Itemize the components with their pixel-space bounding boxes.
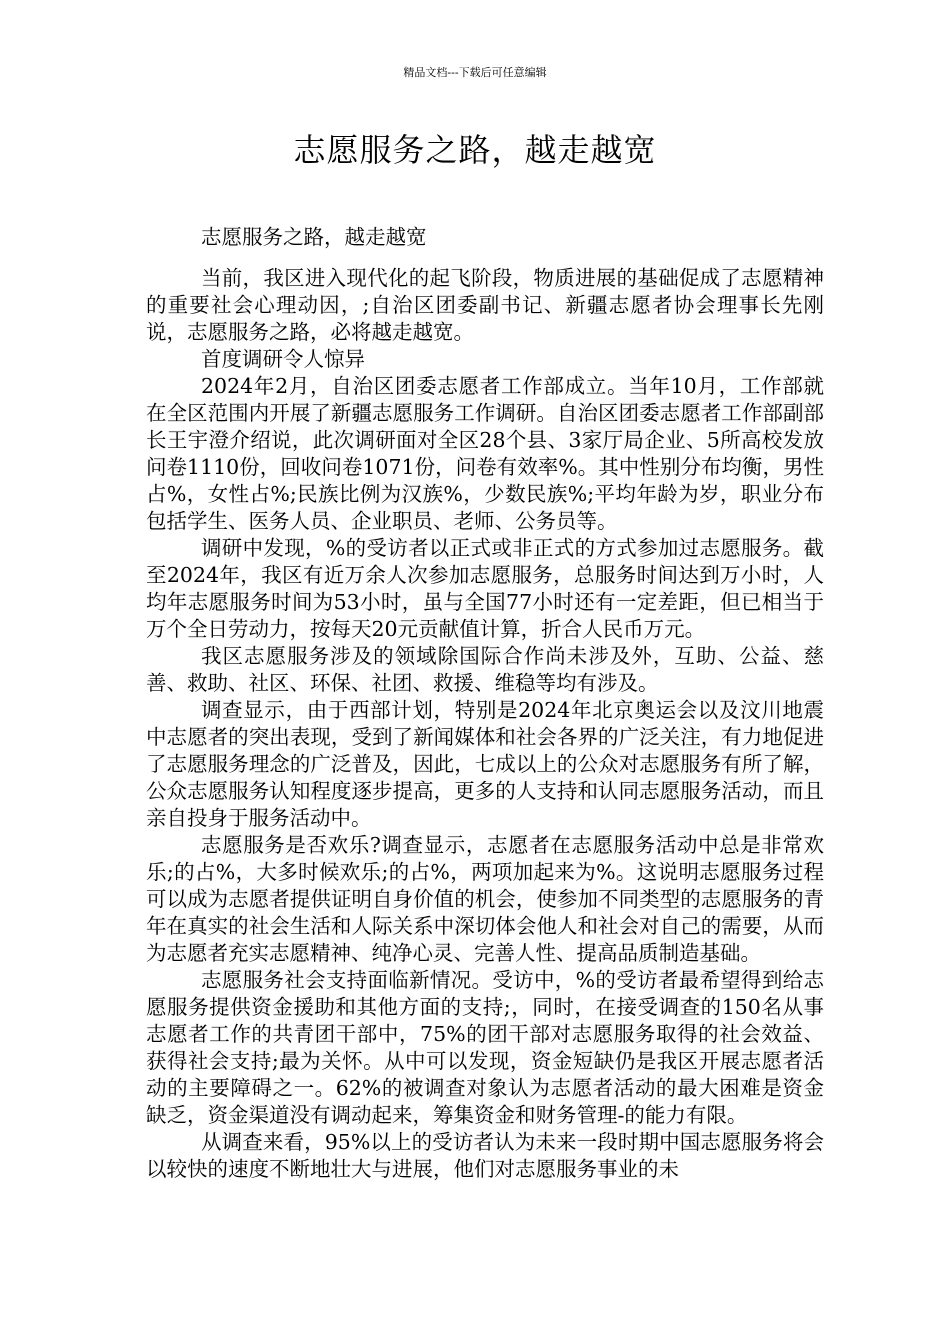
paragraph: 志愿服务社会支持面临新情况。受访中，%的受访者最希望得到给志愿服务提供资金援助和其他方面的支持;，同时，在接受调查的150名从事志愿者工作的共青团干部中，75%的团干部对志愿服务取得的社会效益、获得社会支持;最为关怀。从中可以发现，资金短缺仍是我区开展志愿者活动的主要障碍之一。62%的被调查对象认为志愿者活动的最大困难是资金缺乏，资金渠道没有调动起来，筹集资金和财务管理-的能力有限。 (146, 968, 824, 1127)
paragraph-intro: 当前，我区进入现代化的起飞阶段，物质进展的基础促成了志愿精神的重要社会心理动因，;自治区团委副书记、新疆志愿者协会理事长先刚说，志愿服务之路，必将越走越宽。 (146, 266, 824, 344)
paragraph: 志愿服务是否欢乐?调查显示，志愿者在志愿服务活动中总是非常欢乐;的占%，大多时候欢乐;的占%，两项加起来为%。这说明志愿服务过程可以成为志愿者提供证明自身价值的机会，使参加不同类型的志愿服务的青年在真实的社会生活和人际关系中深切体会他人和社会对自己的需要，从而为志愿者充实志愿精神、纯净心灵、完善人性、提高品质制造基础。 (146, 833, 824, 965)
header-note: 精品文档---下载后可任意编辑 (403, 66, 547, 79)
paragraph: 我区志愿服务涉及的领域除国际合作尚未涉及外，互助、公益、慈善、救助、社区、环保、社团、救援、维稳等均有涉及。 (146, 644, 824, 695)
paragraph: 从调查来看，95%以上的受访者认为未来一段时期中国志愿服务将会以较快的速度不断地壮大与进展，他们对志愿服务事业的未 (146, 1130, 824, 1181)
paragraph: 调查显示，由于西部计划，特别是2024年北京奥运会以及汶川地震中志愿者的突出表现，受到了新闻媒体和社会各界的广泛关注，有力地促进了志愿服务理念的广泛普及，因此，七成以上的公众对志愿服务有所了解，公众志愿服务认知程度逐步提高，更多的人支持和认同志愿服务活动，而且亲自投身于服务活动中。 (146, 698, 824, 830)
paragraph: 调研中发现，%的受访者以正式或非正式的方式参加过志愿服务。截至2024年，我区有近万余人次参加志愿服务，总服务时间达到万小时，人均年志愿服务时间为53小时，虽与全国77小时还有一定差距，但已相当于万个全日劳动力，按每天20元贡献值计算，折合人民币万元。 (146, 536, 824, 641)
document-body (146, 224, 824, 1183)
section-heading: 首度调研令人惊异 (201, 347, 365, 371)
paragraph: 2024年2月，自治区团委志愿者工作部成立。当年10月，工作部就在全区范围内开展了新疆志愿服务工作调研。自治区团委志愿者工作部副部长王宇澄介绍说，此次调研面对全区28个县、3家厅局企业、5所高校发放问卷1110份，回收问卷1071份，问卷有效率%。其中性别分布均衡，男性占%，女性占%;民族比例为汉族%，少数民族%;平均年龄为岁，职业分布包括学生、医务人员、企业职员、老师、公务员等。 (146, 374, 824, 533)
page-title: 志愿服务之路，越走越宽 (293, 131, 657, 169)
subtitle: 志愿服务之路，越走越宽 (201, 225, 427, 249)
